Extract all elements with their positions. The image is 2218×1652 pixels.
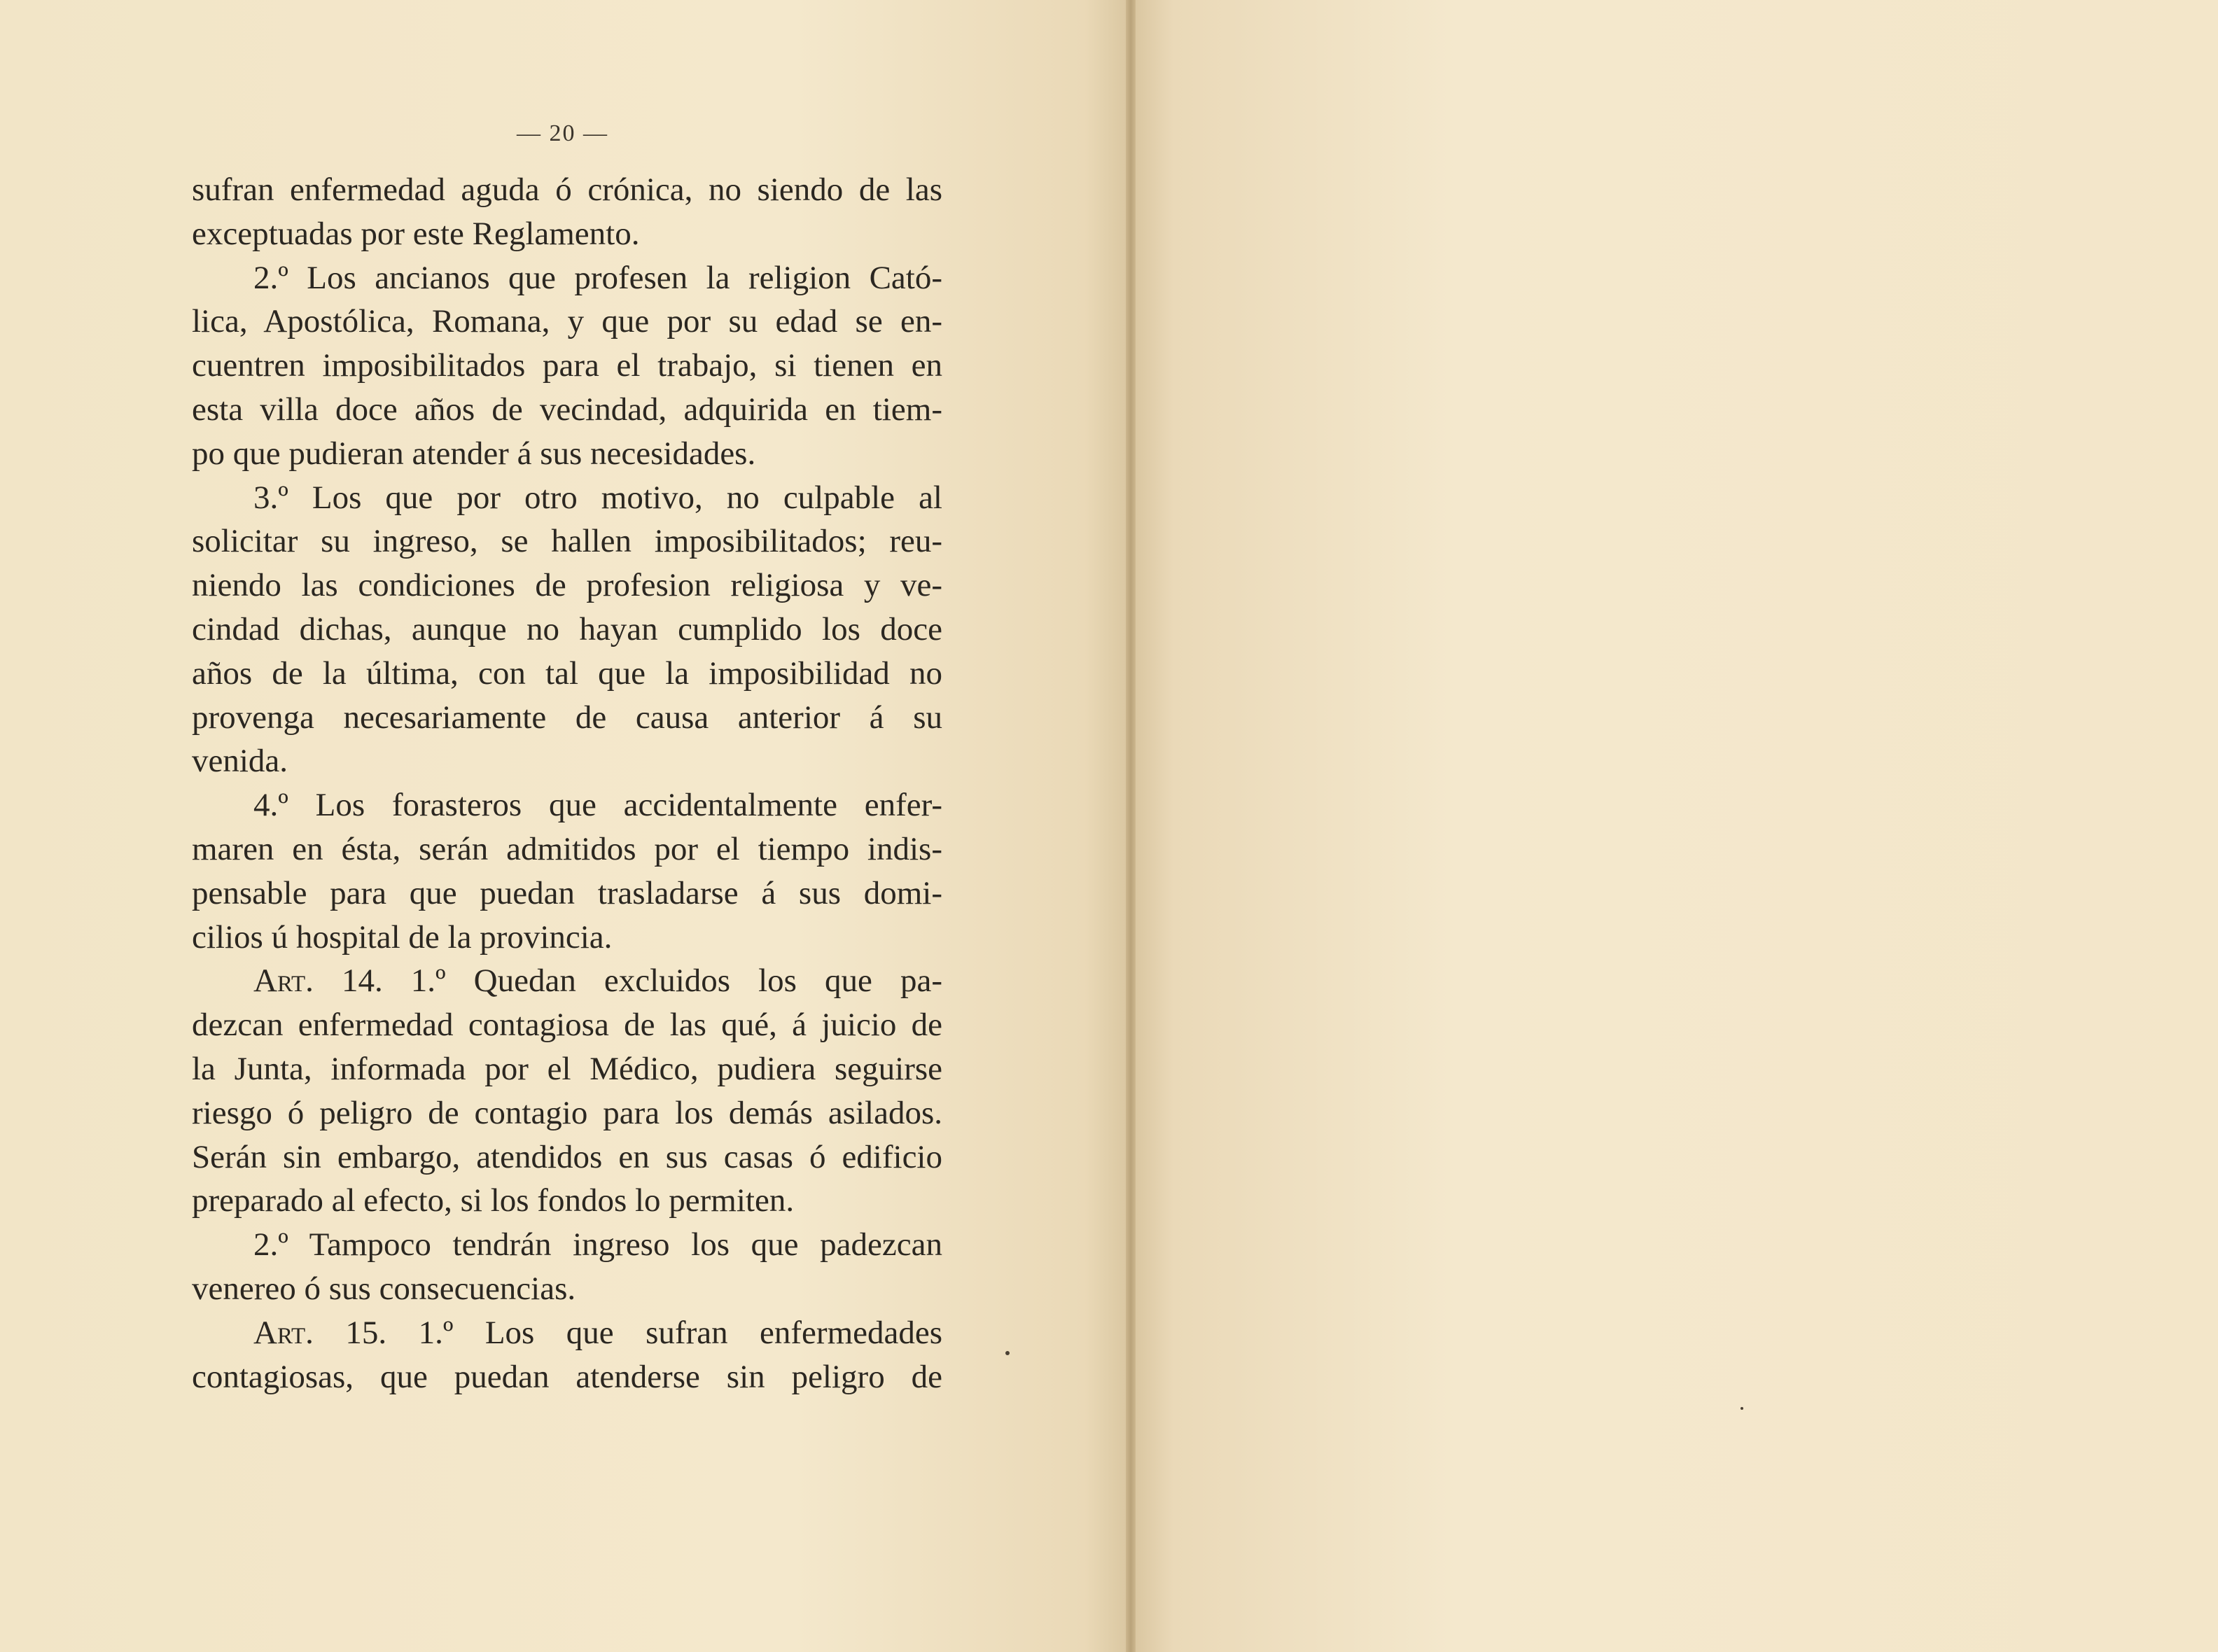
text-line: exceptuadas por este Reglamento. (192, 215, 640, 252)
text-line: pensable para que puedan trasladarse á sus domi- (192, 874, 942, 911)
text-line: cuentren imposibilitados para el trabajo, si tienen en (192, 347, 942, 384)
text-line: solicitar su ingreso, se hallen imposibilitados; reu- (192, 523, 942, 560)
text-line: riesgo ó peligro de contagio para los demás asilados. (192, 1094, 942, 1131)
text-line: po que pudieran atender á sus necesidades. (192, 435, 756, 472)
text-line: preparado al efecto, si los fondos lo permiten. (192, 1182, 795, 1219)
page-number-left: — 20 — (517, 120, 608, 146)
text-line: maren en ésta, serán admitidos por el tiempo indis- (192, 830, 942, 867)
text-line: dezcan enfermedad contagiosa de las qué, á juicio de (192, 1007, 942, 1044)
left-page-text (192, 168, 942, 1399)
text-line: lica, Apostólica, Romana, y que por su edad se en- (192, 303, 942, 340)
text-line: años de la última, con tal que la imposibilidad no (192, 654, 942, 692)
text-line: provenga necesariamente de causa anterior á su (192, 699, 942, 736)
text-line: niendo las condiciones de profesion religiosa y ve- (192, 567, 942, 604)
text-line: 2.º Tampoco tendrán ingreso los que padezcan (253, 1226, 942, 1264)
text-line: Art. 15. 1.º Los que sufran enfermedades (253, 1314, 942, 1351)
paper-speck (1741, 1407, 1743, 1410)
text-line: Art. 14. 1.º Quedan excluidos los que pa- (253, 962, 942, 1000)
text-line: contagiosas, que puedan atenderse sin peligro de (192, 1358, 942, 1395)
text-line: venereo ó sus consecuencias. (192, 1270, 576, 1307)
text-line: cilios ú hospital de la provincia. (192, 918, 613, 955)
book-gutter (1126, 0, 1136, 1652)
text-line: 2.º Los ancianos que profesen la religion Cató- (253, 259, 942, 296)
right-page (1130, 0, 2218, 1652)
text-line: esta villa doce años de vecindad, adquirida en tiem- (192, 391, 942, 428)
text-line: Serán sin embargo, atendidos en sus casas ó edificio (192, 1138, 942, 1175)
paper-speck (1005, 1351, 1010, 1355)
text-line: sufran enfermedad aguda ó crónica, no siendo de las (192, 172, 942, 208)
text-line: venida. (192, 743, 288, 780)
text-line: cindad dichas, aunque no hayan cumplido los doce (192, 610, 942, 648)
text-line: 3.º Los que por otro motivo, no culpable al (253, 479, 942, 516)
text-line: la Junta, informada por el Médico, pudiera seguirse (192, 1050, 942, 1087)
text-line: 4.º Los forasteros que accidentalmente enfer- (253, 787, 942, 824)
